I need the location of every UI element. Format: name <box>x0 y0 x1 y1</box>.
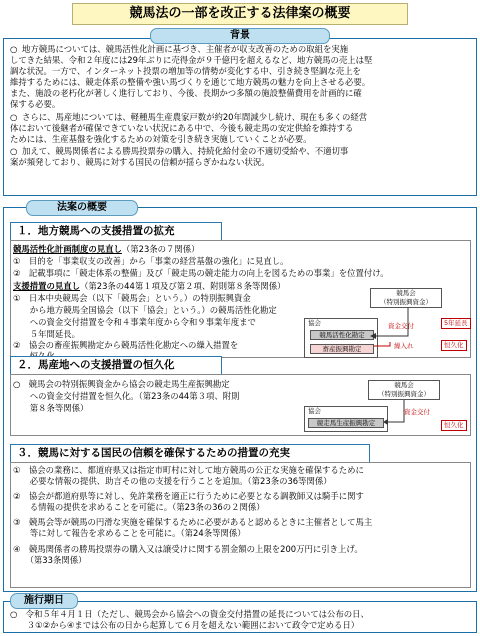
background-line: 加えて、競馬関係者による勝馬投票券の購入、持続化給付金の不適切受給や、不適切事 <box>22 145 349 156</box>
section1-sub2 <box>13 281 286 292</box>
diagram1-jra-box <box>370 288 442 308</box>
background-line: さらに、馬産地については、軽種馬生産農家戸数が約20年間減少し続け、現在も多くの経営 <box>22 111 368 122</box>
bullet-icon: ○ <box>10 111 18 122</box>
diagram2-jra-box <box>368 380 440 400</box>
sec3-line: 等に対して報告を求めることを可能に。（第24条等関係） <box>13 528 246 539</box>
sec3-line: ③ 競馬会等が競馬の円滑な実施を確保するために必要があると認めるときに主催者として馬主 <box>13 517 373 528</box>
enforcement-line: ○ 令和５年４月１日（ただし、競馬会から協会への資金交付措置の延長については公布の日、 <box>10 609 369 619</box>
background-line: 維持するためには、競走体系の整備や強い馬づくりを通じて地方競馬の魅力を向上させる必要。 <box>10 77 371 88</box>
jra-fund-label: （特別振興資金） <box>380 298 432 306</box>
sec2-line: への資金交付措置を恒久化。（第23条の44第３項、附則 <box>13 391 240 401</box>
sec3-line: ① 協会の業務に、都道府県又は指定市町村に対して地方競馬の公正な実施を確保するために <box>13 465 364 475</box>
sec2-line: ○ 競馬会の特別振興資金から協会の競走馬生産振興勘定 <box>13 379 230 389</box>
background-item <box>10 112 470 145</box>
sub2-item: から地方競馬全国協会（以下「協会」という。）の競馬活性化勘定 <box>13 305 277 315</box>
background-line: 体において後継者が確保できていない状況にある中で、今後も競走馬の安定供給を維持する <box>10 122 354 133</box>
jra-label: 競馬会 <box>396 289 416 297</box>
jra-label: 競馬会 <box>394 381 414 389</box>
sub2-title: 支援措置の見直し <box>13 281 80 291</box>
sub2-item: への資金交付措置を令和４事業年度から令和９事業年度まで <box>13 317 256 327</box>
sub2-item: ① 日本中央競馬会（以下「競馬会」という。）の特別振興資金 <box>13 293 251 303</box>
section3-heading: ３．競馬に対する国民の信頼を確保するための措置の充実 <box>10 444 370 463</box>
section2-heading: ２．馬産地への支援措置の恒久化 <box>10 356 222 375</box>
sub2-item: ② 協会の畜産振興勘定から競馬活性化勘定への繰入措置を <box>13 340 239 350</box>
sub1-ref: （第23条の７関係） <box>121 244 200 254</box>
section3-body <box>13 465 372 570</box>
enforcement-label: 施行期日 <box>10 593 78 609</box>
background-line: ためには、生産基盤を強化するための対策を引き続き実施していくことが必要。 <box>10 133 312 144</box>
account-breeding-box: 競走馬生産振興勘定 <box>308 418 384 428</box>
background-line: 保する必要。 <box>10 99 61 110</box>
sub2-ref: （第23条の44第１項及び第２項、附則第８条等関係） <box>80 281 286 291</box>
sec3-line: ④ 競馬関係者の勝馬投票券の購入又は譲受けに関する罰金額の上限を200万円に引き上げ。 <box>13 543 363 554</box>
background-line: 案が頻発しており、競馬に対する国民の信頼が揺らぎかねない状況。 <box>10 156 270 167</box>
background-item <box>10 146 470 168</box>
arrow1-label: 資金交付 <box>388 322 414 330</box>
background-line: また、施設の老朽化が著しく進行しており、今後、長期かつ多額の施設整備費用を計画的に確 <box>10 88 362 99</box>
sub1-title: 競馬活性化計画制度の見直し <box>13 244 122 254</box>
sub1-item: ① 目的を「事業収支の改善」から「事業の経営基盤の強化」に見直し。 <box>13 256 289 266</box>
background-line: 調な状況。一方で、インターネット投票の増加等の情勢が変化する中、引き続き堅調な売上を <box>10 66 361 77</box>
kyokai-label: 協会 <box>308 407 321 415</box>
sub2-item: ５年間延長。 <box>13 329 80 339</box>
arrow2-label: 繰入れ <box>394 342 414 350</box>
sec2-arrow-label: 資金交付 <box>404 408 430 416</box>
sec3-line: ② 協会が都道府県等に対し、免許業務を適正に行うために必要となる調教師又は騎手に関す <box>13 491 364 502</box>
page-title: 競馬法の一部を改正する法律案の概要 <box>72 3 408 25</box>
sec2-line: 第８条等関係） <box>13 403 89 413</box>
account-active-box: 競馬活性化勘定 <box>310 330 374 340</box>
sec2-note-tag: 恒久化 <box>441 420 467 431</box>
note1-tag: 5年延長 <box>441 318 471 329</box>
note2-tag: 恒久化 <box>441 340 467 351</box>
section1-sub1 <box>13 244 200 255</box>
background-box <box>3 38 477 196</box>
bullet-icon: ○ <box>10 44 18 54</box>
background-label: 背景 <box>150 28 330 44</box>
jra-fund-label: （特別振興資金） <box>378 390 430 398</box>
sub1-item: ② 記載事項に「競走体系の整備」及び「競走馬の競走能力の向上を図るための事業」を位置付け。 <box>13 268 389 278</box>
sec3-line: る情報の提供を求めることを可能に。（第23条の36の２関係） <box>13 502 265 513</box>
account-livestock-box: 畜産振興勘定 <box>310 344 374 354</box>
sec3-line: 必要な情報の提供、助言その他の支援を行うことを追加。（第23条の36等関係） <box>13 476 332 487</box>
background-item <box>10 44 470 111</box>
kyokai-label: 協会 <box>308 319 321 327</box>
background-line: 地方競馬については、競馬活性化計画に基づき、主催者が収支改善のための取組を実施 <box>22 44 349 54</box>
sec3-line: （第33条関係） <box>13 554 87 565</box>
background-line: してきた結果、令和２年度には29年ぶりに売得金が９千億円を超えるなど、地方競馬の売上は堅 <box>10 55 373 66</box>
section1-heading: １．地方競馬への支援措置の拡充 <box>10 222 222 241</box>
enforcement-line: ３①②から④までは公布の日から起算して６月を超えない範囲において政令で定める日） <box>10 620 360 631</box>
bullet-icon: ○ <box>10 145 18 156</box>
overview-label: 法案の概要 <box>26 200 138 216</box>
